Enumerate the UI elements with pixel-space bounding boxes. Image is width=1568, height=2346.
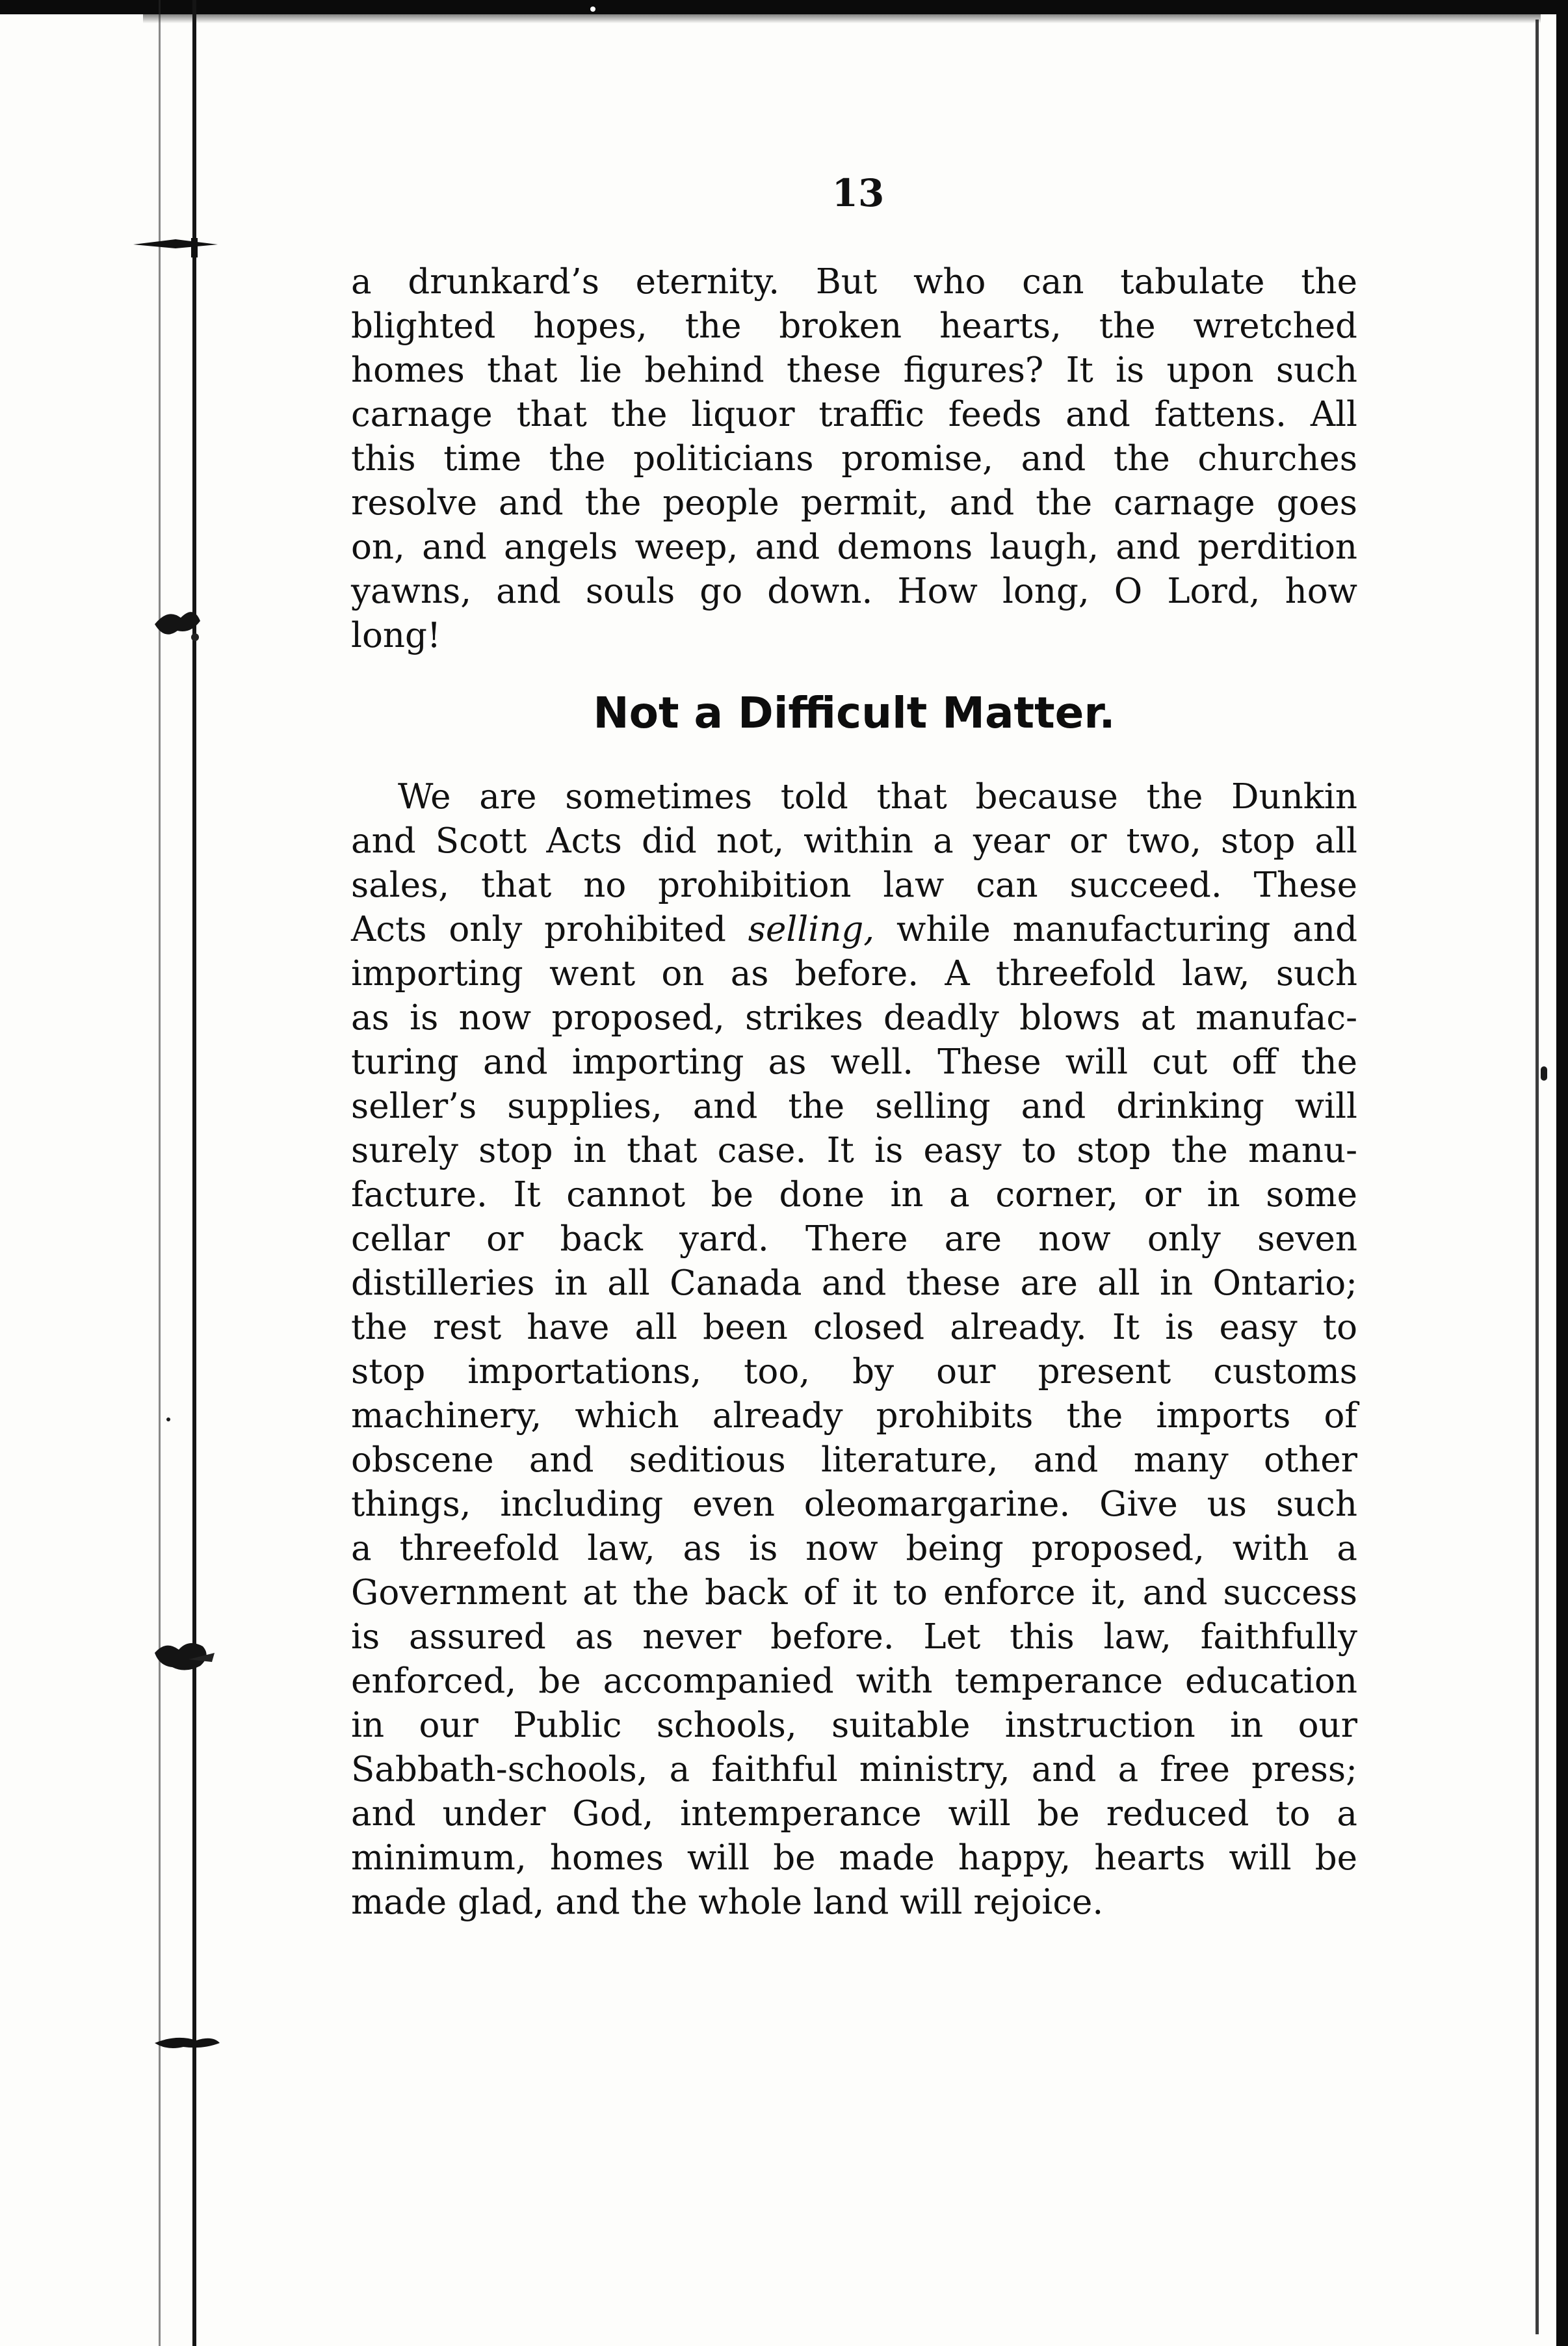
right-scan-border: [1556, 0, 1568, 2346]
text-line: enforced, be accompanied with temperance education: [351, 1661, 1357, 1701]
text-line: surely stop in that case. It is easy to stop the manu-: [351, 1131, 1357, 1170]
text-line: We are sometimes told that because the Dunkin: [398, 777, 1357, 817]
text-line: seller’s supplies, and the selling and drinking will: [351, 1087, 1357, 1126]
text-line: distilleries in all Canada and these are all in Ontario;: [351, 1263, 1357, 1303]
binding-guide-line: [159, 0, 161, 2346]
text-line: is assured as never before. Let this law, faithfully: [351, 1617, 1357, 1657]
stitch-mark-1: [130, 231, 221, 257]
text-line: blighted hopes, the broken hearts, the wretched: [351, 306, 1357, 346]
text-line: and under God, intemperance will be reduced to a: [351, 1794, 1357, 1834]
text-segment: Acts only prohibited: [351, 910, 726, 949]
italic-word: selling,: [748, 910, 875, 949]
paragraph-continuation: [351, 260, 1357, 658]
text-line: Government at the back of it to enforce it, and success: [351, 1573, 1357, 1613]
text-line: resolve and the people permit, and the carnage goes: [351, 483, 1357, 523]
text-segment: while manufacturing and: [896, 910, 1357, 949]
scan-speck: [166, 1417, 170, 1421]
text-line: stop importations, too, by our present customs: [351, 1352, 1357, 1391]
text-line: cellar or back yard. There are now only seven: [351, 1219, 1357, 1259]
stitch-mark-2: [148, 598, 213, 650]
page-number: 13: [831, 171, 885, 215]
text-line: a threefold law, as is now being proposed, with a: [351, 1529, 1357, 1568]
top-scan-shadow: [143, 14, 1541, 23]
right-page-edge: [1535, 20, 1539, 2334]
text-line-with-italic: [351, 908, 1357, 952]
top-scan-border: [0, 0, 1568, 14]
text-line: long!: [351, 616, 441, 655]
text-line: on, and angels weep, and demons laugh, and perdition: [351, 527, 1357, 567]
text-line: sales, that no prohibition law can succeed. These: [351, 865, 1357, 905]
text-line: obscene and seditious literature, and many other: [351, 1440, 1357, 1480]
stitch-mark-3: [150, 1633, 221, 1679]
text-line: facture. It cannot be done in a corner, or in some: [351, 1175, 1357, 1215]
text-line: machinery, which already prohibits the imports of: [351, 1396, 1357, 1436]
text-line: this time the politicians promise, and the churches: [351, 439, 1357, 479]
text-line: and Scott Acts did not, within a year or two, stop all: [351, 821, 1357, 861]
text-line: made glad, and the whole land will rejoice.: [351, 1882, 1104, 1922]
text-line: Sabbath-schools, a faithful ministry, and a free press;: [351, 1750, 1357, 1789]
text-line: yawns, and souls go down. How long, O Lord, how: [351, 572, 1357, 611]
stitch-mark-4: [151, 2029, 222, 2055]
section-heading: Not a Difficult Matter.: [593, 688, 1116, 738]
text-line: the rest have all been closed already. It is easy to: [351, 1308, 1357, 1347]
paragraph-body: [351, 775, 1357, 1925]
scan-speck: [590, 7, 595, 12]
binding-stitch-line: [192, 0, 196, 2346]
text-line: turing and importing as well. These will cut off the: [351, 1042, 1357, 1082]
text-line: carnage that the liquor traffic feeds and fattens. All: [351, 395, 1357, 434]
text-line: homes that lie behind these figures? It is upon such: [351, 350, 1357, 390]
scan-speck: [1541, 1066, 1547, 1081]
text-line: things, including even oleomargarine. Give us such: [351, 1484, 1357, 1524]
text-line: in our Public schools, suitable instruction in our: [351, 1706, 1357, 1745]
text-line: as is now proposed, strikes deadly blows at manufac-: [351, 998, 1357, 1038]
text-line: importing went on as before. A threefold law, such: [351, 954, 1357, 994]
text-line: a drunkard’s eternity. But who can tabulate the: [351, 262, 1357, 302]
text-line: minimum, homes will be made happy, hearts will be: [351, 1838, 1357, 1878]
